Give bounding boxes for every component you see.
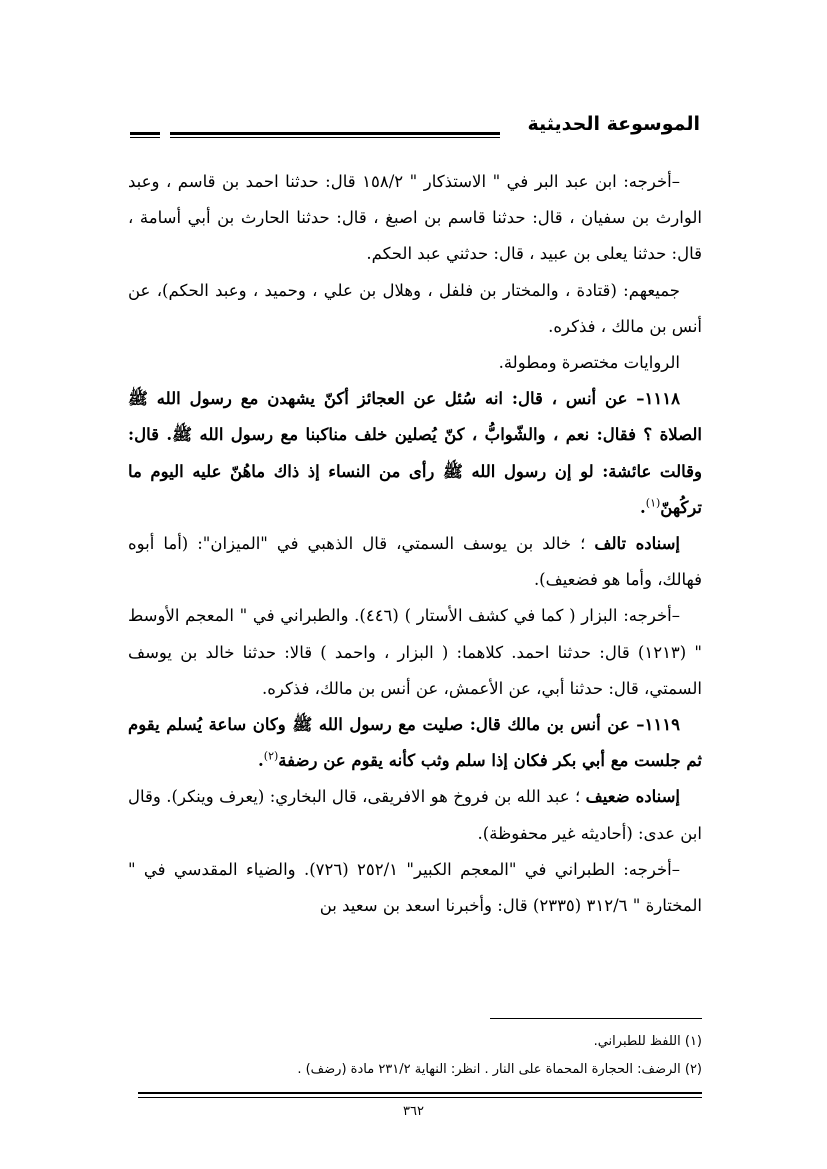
paragraph [128,852,702,924]
paragraph [128,164,702,273]
running-header [130,110,700,144]
footnotes [128,1028,702,1084]
footnote-reference: (٢) [263,749,279,763]
bold-text: إسناده ضعيف [585,787,681,807]
footer-rule [138,1092,702,1094]
header-rule-thin [170,137,500,138]
text-run: –أخرجه: الطبراني في "المعجم الكبير" ٢٥٢/١ (٧٢٦). والضياء المقدسي في " المختارة " ٣١٢/٦ (٢٣٣٥) قال: وأخبرنا اسعد بن سعيد بن [128,859,702,916]
paragraph [128,381,702,526]
paragraph [128,345,702,381]
footer-rule-thin [138,1097,702,1098]
text-run: جميعهم: (قتادة ، والمختار بن فلفل ، وهلال بن علي ، وحميد ، وعبد الحكم)، عن أنس بن مالك ، فذكره. [128,280,702,336]
paragraph [128,273,702,345]
header-rule-short [130,132,160,135]
bold-text: . [258,751,264,771]
text-run: –أخرجه: ابن عبد البر في " الاستذكار " ١٥٨/٢ قال: حدثنا احمد بن قاسم ، وعبد الوارث بن سفيان ، قال: حدثنا قاسم بن اصبغ ، قال: حدثنا الحارث بن أبي أسامة ، قال: حدثنا يعلى بن عبيد ، قال: حدثني عبد الحكم. [128,172,702,264]
body-text [128,164,702,924]
paragraph [128,526,702,598]
text-run: ؛ عبد الله بن فروخ هو الافريقى، قال البخاري: (يعرف وينكر). وقال ابن عدى: (أحاديثه غير محفوظة). [128,787,702,843]
bold-text: . [640,497,646,517]
text-run: الروايات مختصرة ومطولة. [498,353,680,373]
page-number: ٣٦٢ [403,1104,424,1119]
text-run: ؛ خالد بن يوسف السمتي، قال الذهبي في "الميزان": (أما أبوه فهالك، وأما هو فضعيف). [128,534,702,590]
header-rule-short-thin [130,137,160,138]
footnote: (١) اللفظ للطبراني. [593,1034,702,1049]
footnote-reference: (١) [645,496,661,510]
paragraph [128,707,702,779]
header-rule [170,132,500,135]
footnote-separator [490,1018,702,1019]
bold-text: ١١١٨– عن أنس ، قال: انه سُئل عن العجائز أكنّ يشهدن مع رسول الله ﷺ الصلاة ؟ فقال: نعم ، والشّوابُّ ، كنّ يُصلين خلف مناكبنا مع رسول الله ﷺ. قال: وقالت عائشة: لو إن رسول الله ﷺ رأى من النساء إذ ذاك ماهُنّ عليه اليوم ما تركُهنّ [128,389,702,517]
text-run: –أخرجه: البزار ( كما في كشف الأستار ) (٤٤٦). والطبراني في " المعجم الأوسط " (١٢١٣) قال: حدثنا احمد. كلاهما: ( البزار ، واحمد ) قالا: حدثنا خالد بن يوسف السمتي، قال: حدثنا أبي، عن الأعمش، عن أنس بن مالك، فذكره. [128,606,702,698]
header-title: الموسوعة الحديثية [527,113,700,135]
footnote: (٢) الرضف: الحجارة المحماة على النار . انظر: النهاية ٢٣١/٢ مادة (رضف) . [297,1062,702,1077]
bold-text: ١١١٩– عن أنس بن مالك قال: صليت مع رسول الله ﷺ وكان ساعة يُسلم يقوم ثم جلست مع أبي بكر فكان إذا سلم وثب كأنه يقوم عن رضفة [128,715,702,771]
bold-text: إسناده تالف [594,534,680,554]
paragraph [128,598,702,707]
paragraph [128,779,702,851]
